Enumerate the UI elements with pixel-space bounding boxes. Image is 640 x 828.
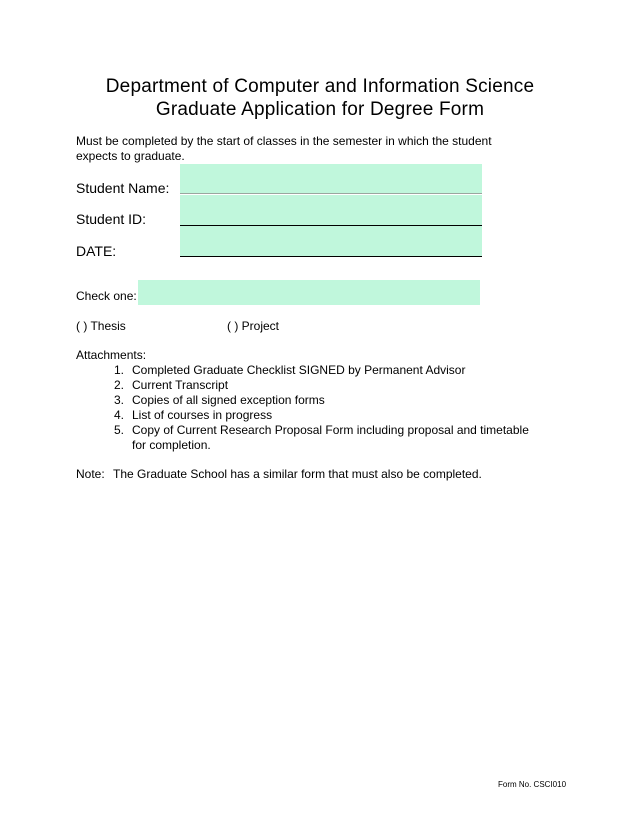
list-item — [112, 378, 532, 393]
date-label: DATE: — [76, 243, 117, 259]
list-item-text: List of courses in progress — [132, 408, 273, 422]
list-item-number: 2. — [113, 378, 124, 392]
attachments-list — [112, 363, 532, 453]
list-item — [112, 393, 532, 408]
thesis-option[interactable]: ( ) Thesis — [76, 319, 126, 333]
list-item-text: Copy of Current Research Proposal Form including proposal and timetable for completion. — [132, 423, 529, 452]
page-title-form: Graduate Application for Degree Form — [155, 99, 485, 120]
student-id-field[interactable] — [180, 195, 482, 225]
list-item-number: 5. — [113, 423, 124, 437]
date-underline — [180, 256, 482, 257]
student-name-label: Student Name: — [76, 180, 170, 196]
date-field[interactable] — [180, 226, 482, 256]
list-item-text: Current Transcript — [132, 378, 229, 392]
page-title-department: Department of Computer and Information Science — [105, 76, 535, 97]
project-option[interactable]: ( ) Project — [227, 319, 280, 333]
student-name-underline — [180, 193, 482, 194]
form-number: Form No. CSCI010 — [498, 780, 567, 789]
intro-text: Must be completed by the start of classes in the semester in which the student expects to graduate. — [76, 134, 492, 163]
attachments-title: Attachments: — [76, 348, 147, 362]
student-name-field[interactable] — [180, 164, 482, 194]
check-one-label: Check one: — [76, 289, 137, 303]
list-item-text: Copies of all signed exception forms — [132, 393, 325, 407]
list-item-text: Completed Graduate Checklist SIGNED by Permanent Advisor — [132, 363, 466, 377]
note-text: The Graduate School has a similar form that must also be completed. — [113, 467, 482, 481]
check-one-field[interactable] — [138, 280, 480, 305]
list-item — [112, 408, 532, 423]
list-item-number: 1. — [113, 363, 124, 377]
student-id-label: Student ID: — [76, 211, 147, 227]
note-label: Note: — [76, 467, 105, 481]
list-item-number: 3. — [113, 393, 124, 407]
list-item-number: 4. — [113, 408, 124, 422]
list-item — [112, 423, 532, 453]
list-item — [112, 363, 532, 378]
